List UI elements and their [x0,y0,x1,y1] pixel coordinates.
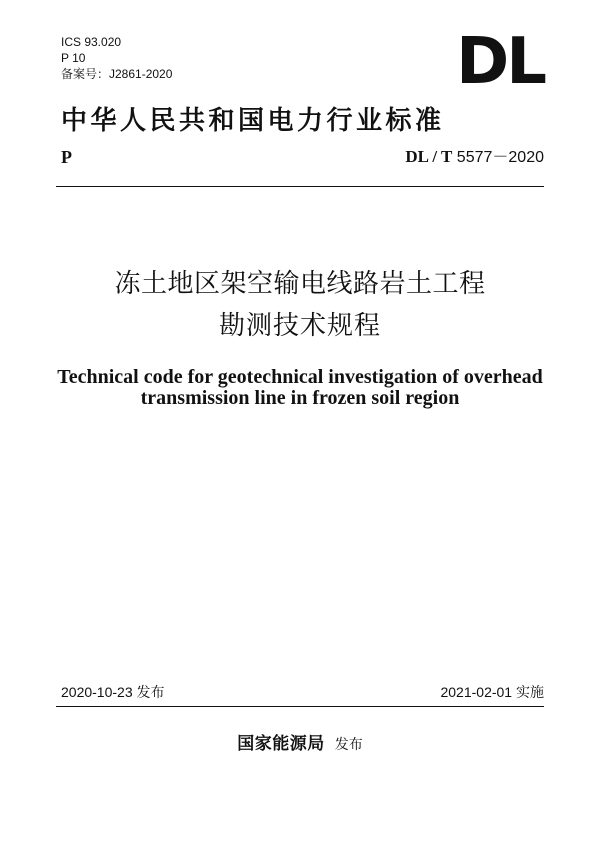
issuer-organization: 国家能源局 [237,734,325,754]
footer-divider [56,706,544,707]
chinese-title-line-1: 冻土地区架空输电线路岩土工程 [114,269,486,299]
implementation-date: 2021-02-01 实施 [440,684,544,700]
issuer-action: 发布 [334,737,363,753]
english-title-line-1: Technical code for geotechnical investigation of overhead [57,366,543,388]
category-letter: P [61,147,72,167]
chinese-title-line-2: 勘测技术规程 [218,311,381,341]
issuer [0,734,600,755]
filing-number: 备案号：J2861-2020 [61,67,173,81]
standard-number-prefix: DL / T [405,147,453,166]
classification-code: P 10 [61,51,86,65]
ics-code: ICS 93.020 [61,35,122,49]
dl-logo: DL [456,25,544,99]
standard-title: 中华人民共和国电力行业标准 [61,106,445,136]
issue-date: 2020-10-23 发布 [61,684,165,700]
english-title-line-2: transmission line in frozen soil region [140,387,460,409]
header-divider [56,186,544,187]
standard-number [405,146,544,169]
standard-number-value: 5577－2020 [456,149,544,166]
